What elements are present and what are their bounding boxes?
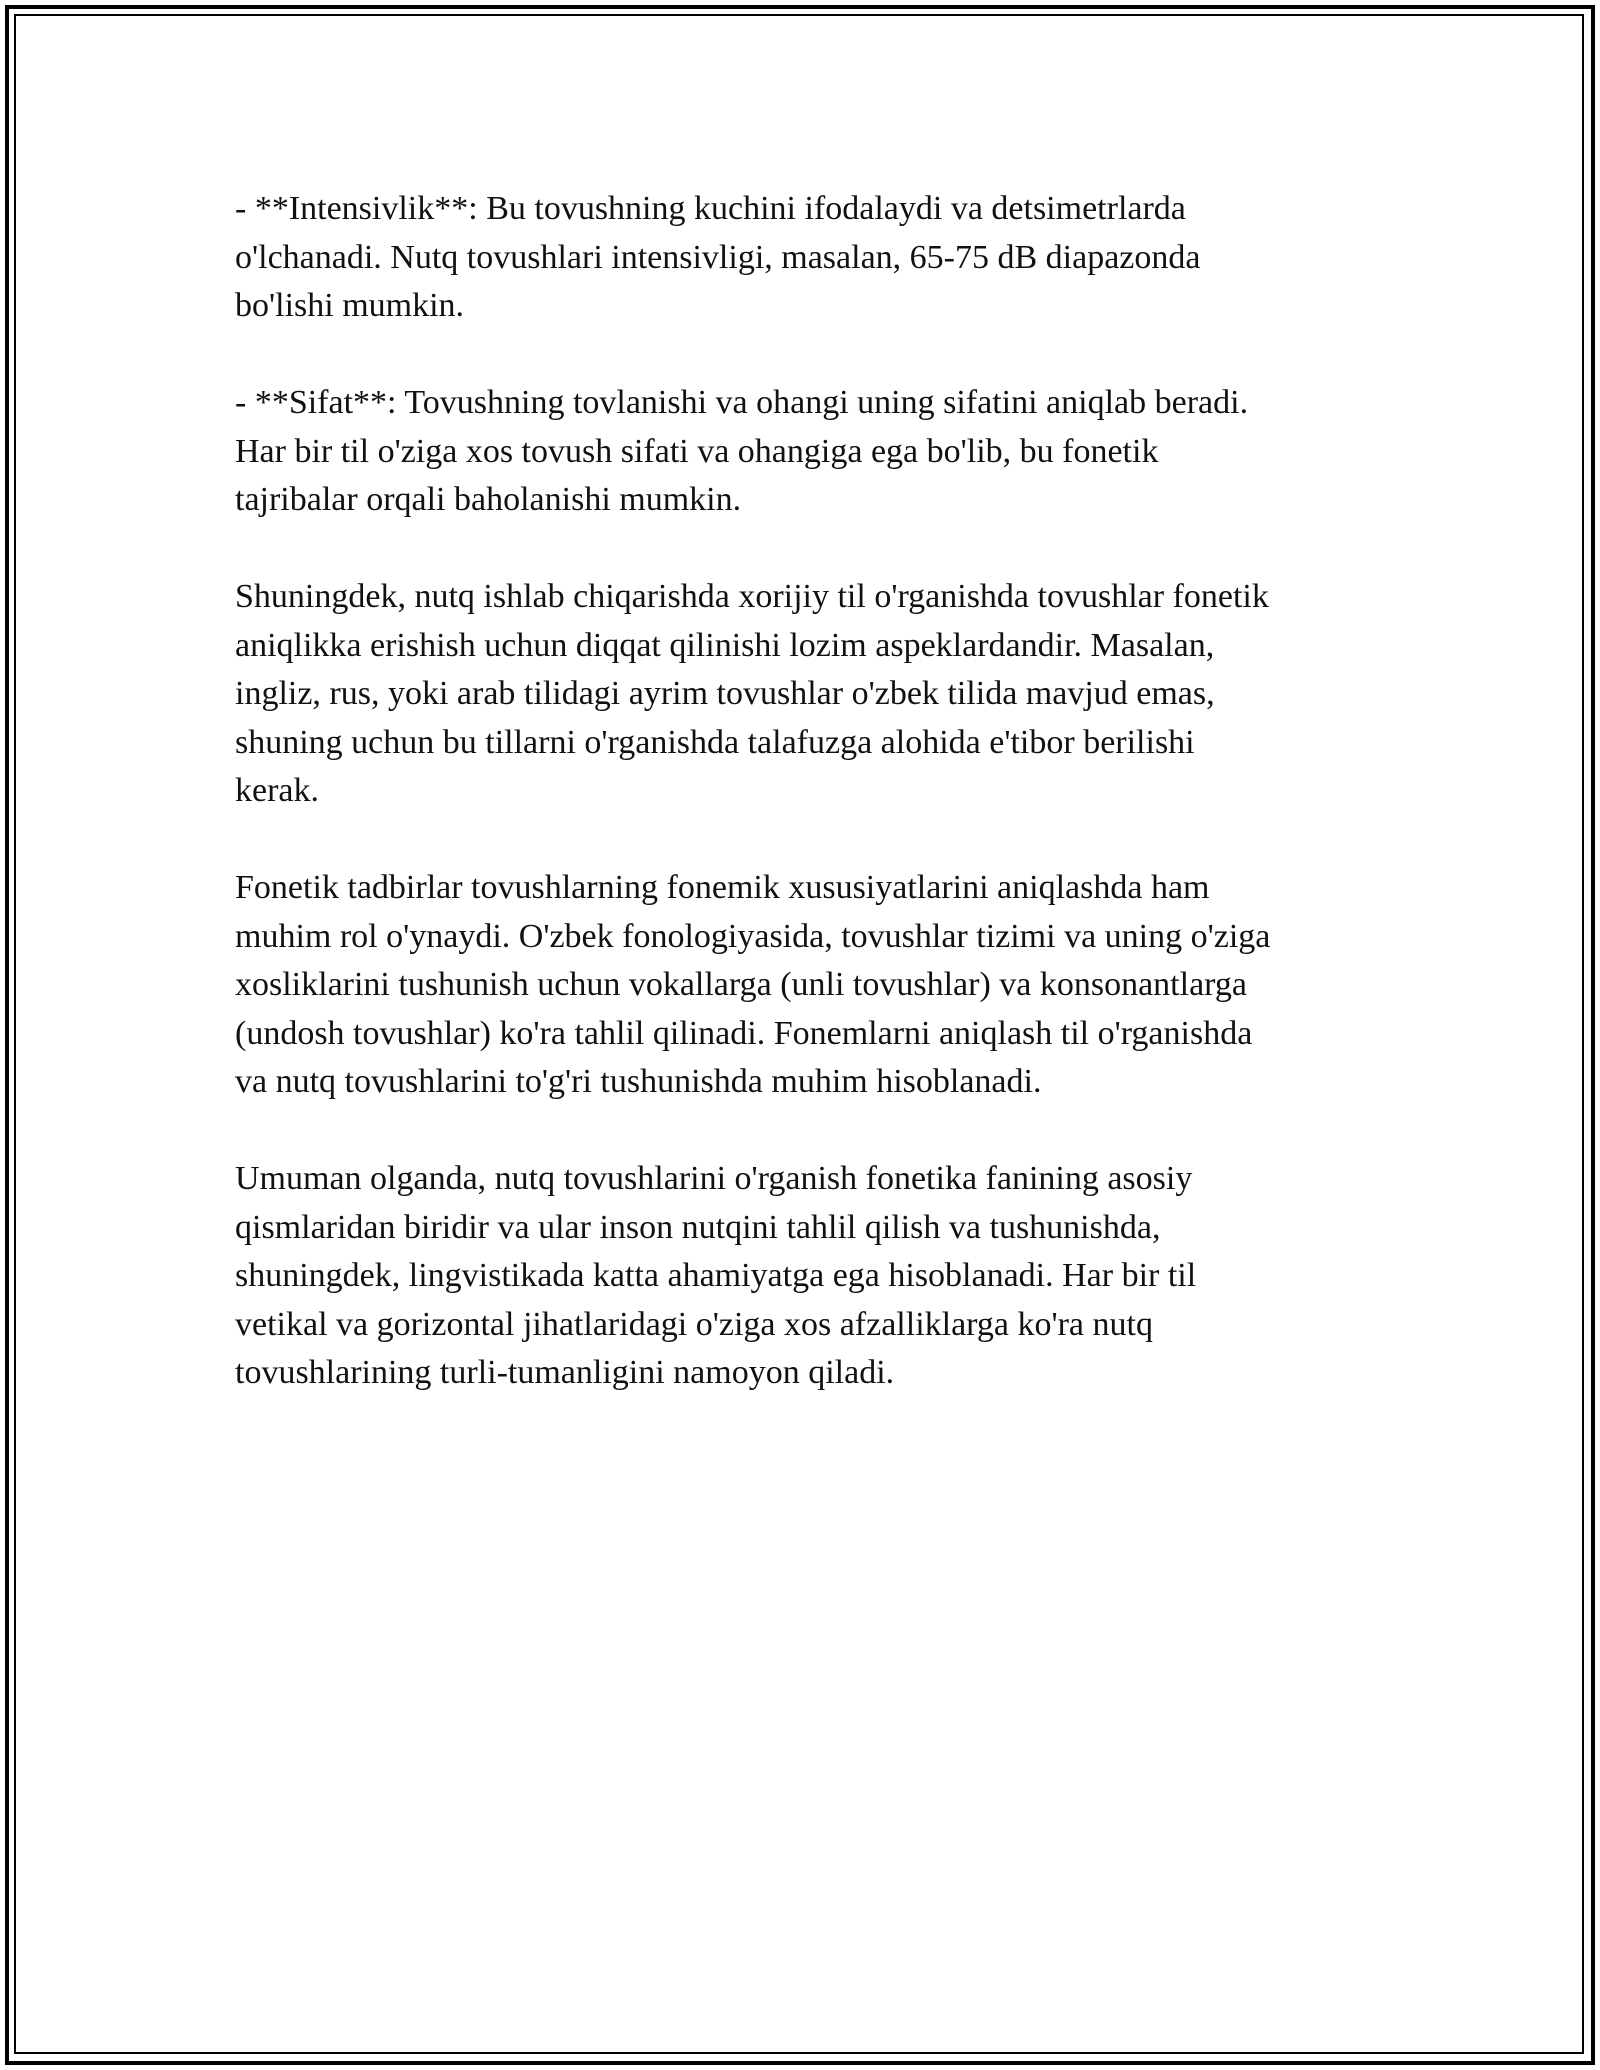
text-line: Umuman olganda, nutq tovushlarini o'rganish fonetika fanining asosiy — [235, 1160, 1193, 1197]
text-line: kerak. — [235, 772, 320, 809]
text-line: Shuningdek, nutq ishlab chiqarishda xorijiy til o'rganishda tovushlar fonetik — [235, 578, 1269, 615]
text-line: shuningdek, lingvistikada katta ahamiyatga ega hisoblanadi. Har bir til — [235, 1257, 1197, 1294]
text-line: bo'lishi mumkin. — [235, 287, 465, 324]
paragraph-sifat — [235, 379, 1365, 525]
text-line: qismlaridan biridir va ular inson nutqini tahlil qilish va tushunishda, — [235, 1208, 1161, 1246]
document-body — [235, 185, 1365, 1446]
text-line: aniqlikka erishish uchun diqqat qilinishi lozim aspeklardandir. Masalan, — [235, 626, 1215, 664]
paragraph-fonetik-tadbirlar — [235, 864, 1365, 1107]
paragraph-shuningdek — [235, 573, 1365, 816]
text-line: muhim rol o'ynaydi. O'zbek fonologiyasida, tovushlar tizimi va uning o'ziga — [235, 917, 1271, 955]
text-line: ingliz, rus, yoki arab tilidagi ayrim tovushlar o'zbek tilida mavjud emas, — [235, 675, 1215, 712]
text-line: Har bir til o'ziga xos tovush sifati va ohangiga ega bo'lib, bu fonetik — [235, 432, 1159, 470]
text-line: xosliklarini tushunish uchun vokallarga (unli tovushlar) va konsonantlarga — [235, 966, 1247, 1003]
text-line: (undosh tovushlar) ko'ra tahlil qilinadi. Fonemlarni aniqlash til o'rganishda — [235, 1014, 1253, 1052]
text-line: o'lchanadi. Nutq tovushlari intensivligi, masalan, 65-75 dB diapazonda — [235, 238, 1201, 276]
paragraph-intensivlik — [235, 185, 1365, 331]
text-line: shuning uchun bu tillarni o'rganishda talafuzga alohida e'tibor berilishi — [235, 723, 1195, 761]
text-line: Fonetik tadbirlar tovushlarning fonemik xususiyatlarini aniqlashda ham — [235, 869, 1210, 906]
text-line: tajribalar orqali baholanishi mumkin. — [235, 481, 742, 518]
text-line: - **Intensivlik**: Bu tovushning kuchini ifodalaydi va detsimetrlarda — [235, 190, 1186, 227]
text-line: vetikal va gorizontal jihatlaridagi o'ziga xos afzalliklarga ko'ra nutq — [235, 1305, 1153, 1343]
paragraph-umuman — [235, 1155, 1365, 1398]
text-line: tovushlarining turli-tumanligini namoyon qiladi. — [235, 1354, 895, 1391]
text-line: va nutq tovushlarini to'g'ri tushunishda muhim hisoblanadi. — [235, 1063, 1042, 1100]
text-line: - **Sifat**: Tovushning tovlanishi va ohangi uning sifatini aniqlab beradi. — [235, 384, 1249, 421]
